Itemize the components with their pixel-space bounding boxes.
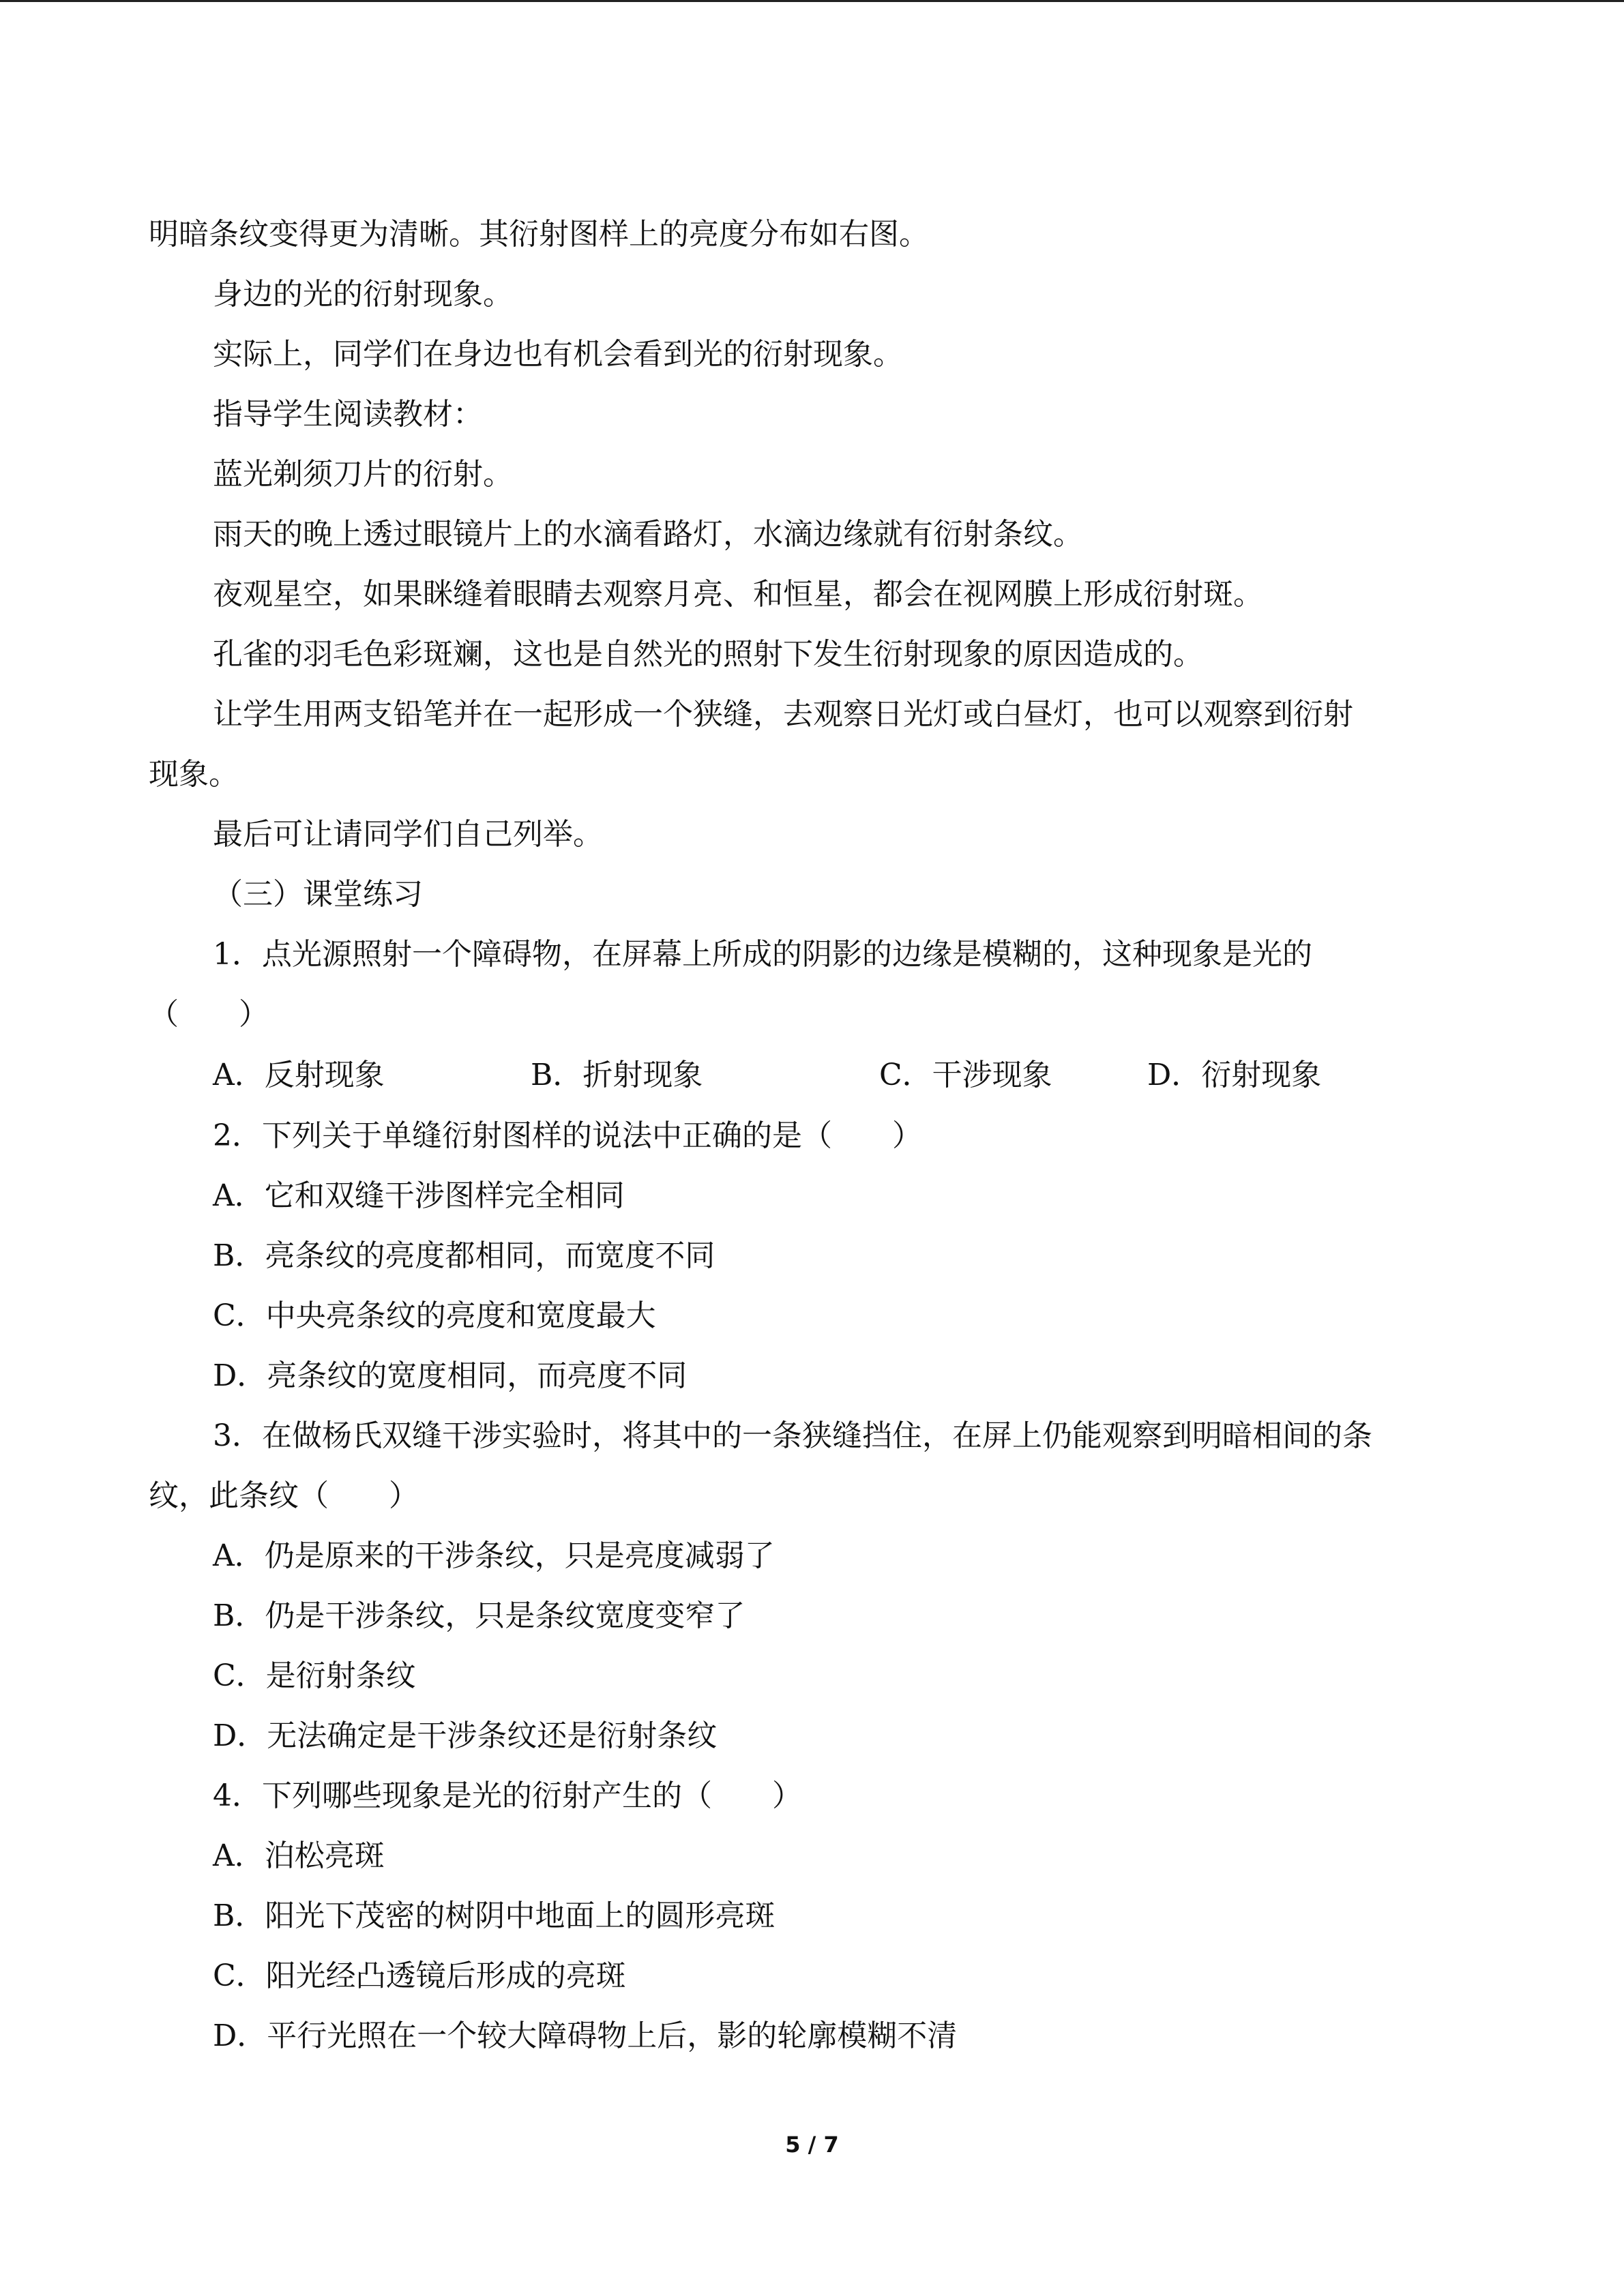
question-2-option-b: B．亮条纹的亮度都相同，而宽度不同 [213, 1238, 715, 1273]
paragraph-line: 蓝光剃须刀片的衍射。 [213, 457, 513, 492]
question-2-stem: 2．下列关于单缝衍射图样的说法中正确的是（ ） [213, 1118, 922, 1153]
section-heading: （三）课堂练习 [213, 877, 423, 912]
question-3-option-b: B．仍是干涉条纹，只是条纹宽度变窄了 [213, 1598, 745, 1633]
paragraph-line: 孔雀的羽毛色彩斑斓，这也是自然光的照射下发生衍射现象的原因造成的。 [213, 637, 1203, 672]
paragraph-line: 明暗条纹变得更为清晰。其衍射图样上的亮度分布如右图。 [149, 217, 929, 252]
question-1-option-c: C．干涉现象 [879, 1058, 1052, 1092]
question-3-stem: 3．在做杨氏双缝干涉实验时，将其中的一条狭缝挡住，在屏上仍能观察到明暗相间的条 [213, 1418, 1372, 1453]
question-4-stem: 4．下列哪些现象是光的衍射产生的（ ） [213, 1778, 802, 1813]
paragraph-line: 现象。 [149, 757, 239, 792]
question-1-option-a: A．反射现象 [213, 1058, 385, 1092]
question-1-blank: （ ） [149, 997, 269, 1032]
question-4-option-b: B．阳光下茂密的树阴中地面上的圆形亮斑 [213, 1898, 776, 1933]
question-2-option-c: C．中央亮条纹的亮度和宽度最大 [213, 1298, 656, 1333]
question-3-stem-cont: 纹，此条纹（ ） [149, 1478, 419, 1513]
question-1-stem: 1．点光源照射一个障碍物，在屏幕上所成的阴影的边缘是模糊的，这种现象是光的 [213, 937, 1312, 972]
paragraph-line: 实际上，同学们在身边也有机会看到光的衍射现象。 [213, 337, 903, 372]
question-4-option-a: A．泊松亮斑 [213, 1838, 385, 1873]
paragraph-line: 雨天的晚上透过眼镜片上的水滴看路灯，水滴边缘就有衍射条纹。 [213, 517, 1083, 552]
question-2-option-d: D．亮条纹的宽度相同，而亮度不同 [213, 1358, 688, 1393]
page-number: 5 / 7 [785, 2132, 839, 2158]
question-1-option-d: D．衍射现象 [1147, 1058, 1322, 1092]
paragraph-line: 指导学生阅读教材： [213, 397, 483, 432]
paragraph-line: 最后可让请同学们自己列举。 [213, 817, 603, 852]
question-3-option-d: D．无法确定是干涉条纹还是衍射条纹 [213, 1718, 718, 1753]
top-border [0, 0, 1624, 2]
paragraph-line: 让学生用两支铅笔并在一起形成一个狭缝，去观察日光灯或白昼灯，也可以观察到衍射 [213, 697, 1353, 732]
question-4-option-c: C．阳光经凸透镜后形成的亮斑 [213, 1958, 626, 1993]
question-3-option-a: A．仍是原来的干涉条纹，只是亮度减弱了 [213, 1538, 775, 1573]
question-1-option-b: B．折射现象 [531, 1058, 703, 1092]
question-2-option-a: A．它和双缝干涉图样完全相同 [213, 1178, 625, 1213]
paragraph-line: 夜观星空，如果眯缝着眼睛去观察月亮、和恒星，都会在视网膜上形成衍射斑。 [213, 577, 1263, 612]
paragraph-line: 身边的光的衍射现象。 [213, 277, 513, 312]
question-4-option-d: D．平行光照在一个较大障碍物上后，影的轮廓模糊不清 [213, 2018, 958, 2053]
question-3-option-c: C．是衍射条纹 [213, 1658, 416, 1693]
